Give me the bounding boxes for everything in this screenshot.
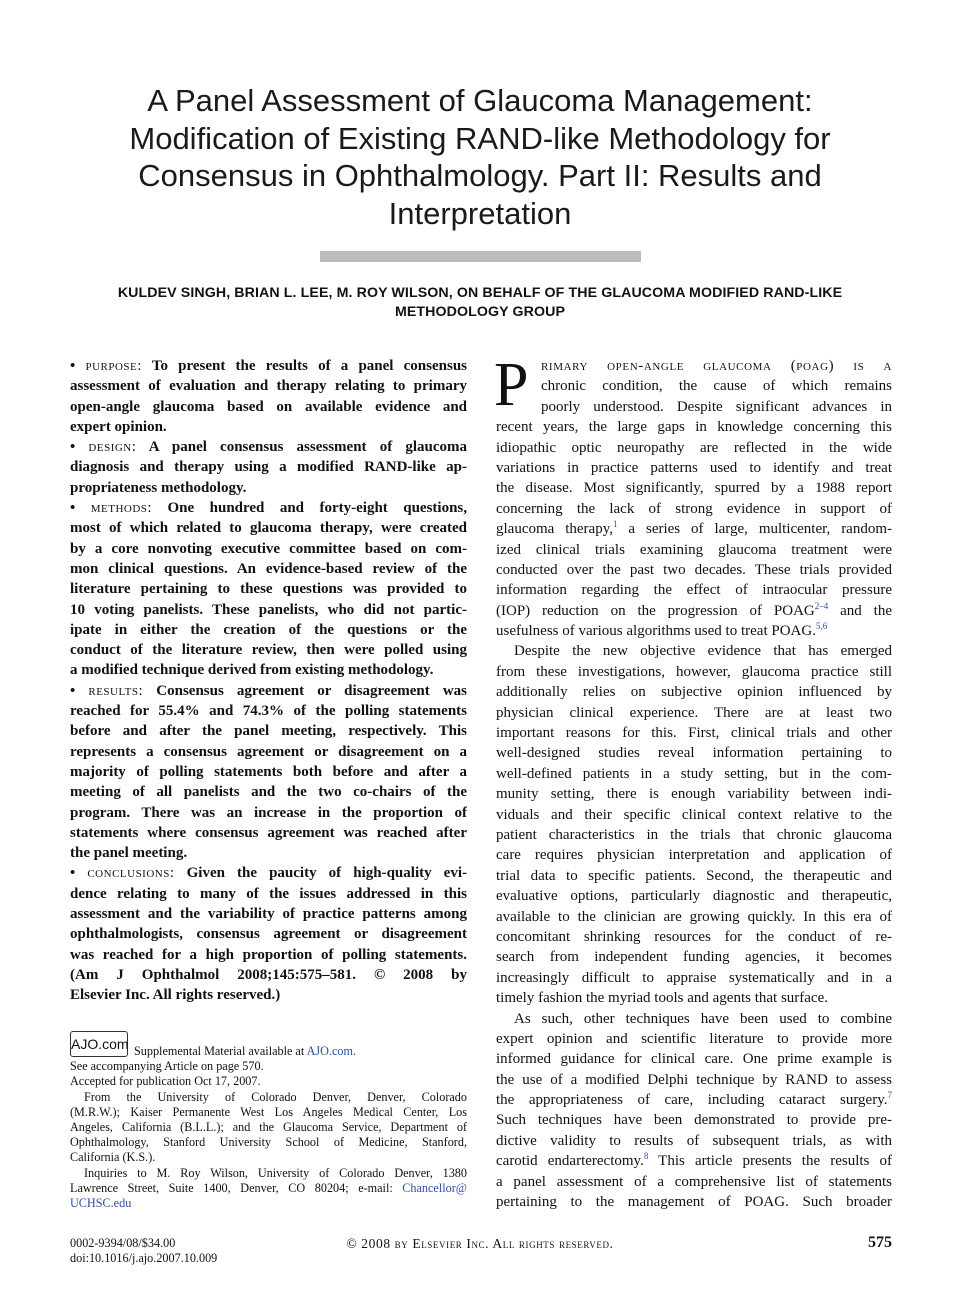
abstract-text: A panel consensus assessment of glaucoma: [148, 439, 467, 456]
abstract-line: open-angle glaucoma based on available evidence and: [70, 398, 467, 415]
abstract-line: ipate in either the creation of the questions or the: [70, 621, 467, 638]
body-line: search from independent funding agencies, it becomes: [496, 949, 892, 966]
body-line: informed guidance for clinical care. One prime example is: [496, 1051, 892, 1068]
abstract-line: meeting of all panelists and the two co-chairs of the: [70, 784, 467, 801]
body-line: idiopathic optic neuropathy are reflected in the wide: [496, 439, 892, 456]
body-text-part: and the: [840, 602, 892, 619]
abstract-line: statements where consensus agreement was reached after: [70, 824, 467, 841]
abstract-line: assessment of evaluation and therapy relating to primary: [70, 378, 467, 395]
ref-link[interactable]: 1: [612, 519, 618, 530]
abstract-line: the panel meeting.: [70, 845, 188, 862]
body-line: increasingly difficult to appraise systematically and in a: [496, 969, 892, 986]
email-link-cont[interactable]: UCHSC.edu: [70, 1196, 132, 1211]
abstract-line: literature pertaining to these questions was provided to: [70, 581, 467, 598]
body-line: ized clinical trials examining glaucoma treatment were: [496, 541, 892, 558]
body-text-part: the appropriateness of care, including cataract surgery.: [496, 1092, 888, 1109]
abstract-line: mon clinical questions. An evidence-based review of the: [70, 560, 467, 577]
body-line: As such, other techniques have been used to combine: [514, 1010, 892, 1027]
body-line: well-designed studies reveal information pertaining to: [496, 745, 892, 762]
body-line: patient characteristics in the trials that chronic glaucoma: [496, 826, 892, 843]
body-line: information regarding the effect of intraocular pressure: [496, 582, 892, 599]
footnotes: [70, 1032, 467, 1211]
email-link[interactable]: Chancellor@: [402, 1180, 467, 1195]
conclusions-label: conclusions:: [87, 865, 175, 882]
abstract-line: propriateness methodology.: [70, 479, 247, 496]
title-line: Modification of Existing RAND-like Methodology for: [129, 120, 831, 156]
bullet: •: [70, 865, 76, 882]
footnote-line: From the University of Colorado Denver, Denver, Colorado: [84, 1089, 467, 1104]
body-line: dictive validity to results of subsequent trials, as with: [496, 1132, 892, 1149]
title-divider: [320, 251, 641, 262]
abstract-line: before and after the panel meeting, respectively. This: [70, 723, 467, 740]
abstract-line: expert opinion.: [70, 418, 167, 435]
body-text-part: (IOP) reduction on the progression of POAG: [496, 602, 815, 619]
abstract-line: a modified technique derived from existing methodology.: [70, 662, 434, 679]
title-line: Consensus in Ophthalmology. Part II: Results and: [138, 158, 822, 193]
body-line: the use of a modified Delphi technique by RAND to assess: [496, 1071, 892, 1088]
body-line: well-defined patients in a study setting, but in the com-: [496, 765, 892, 782]
copyright-notice: © 2008 by Elsevier Inc. All rights reserved.: [346, 1236, 614, 1251]
issn: 0002-9394/08/$34.00: [70, 1236, 176, 1250]
body-line: a panel assessment of a comprehensive list of statements: [496, 1173, 892, 1190]
footnote-line: Accepted for publication Oct 17, 2007.: [70, 1074, 261, 1089]
body-line: timely fashion the myriad tools and agents that surface.: [496, 990, 828, 1007]
body-line: evaluative options, particularly diagnostic and therapeutic,: [496, 888, 892, 905]
body-text-part: a series of large, multicenter, random-: [628, 521, 892, 538]
body-text-part: usefulness of various algorithms used to treat POAG.: [496, 623, 816, 640]
body-text-part: carotid endarterectomy.: [496, 1153, 644, 1170]
abstract-line: majority of polling statements both before and after a: [70, 763, 467, 780]
title-line: A Panel Assessment of Glaucoma Management:: [147, 83, 813, 118]
title-line: Interpretation: [388, 195, 572, 231]
body-line: recent years, the large gaps in knowledge concerning this: [496, 419, 892, 436]
drop-cap: P: [494, 351, 529, 419]
body-line: care requires physician interpretation and application of: [496, 847, 892, 864]
design-label: design:: [88, 439, 137, 456]
body-text: [494, 351, 892, 1212]
abstract-line: program. There was an increase in the proportion of: [70, 804, 467, 821]
bullet: •: [70, 500, 76, 517]
body-line: viduals and their specific clinical context relative to the: [496, 806, 892, 823]
abstract-text: Given the paucity of high-quality evi-: [186, 865, 467, 882]
author-line: METHODOLOGY GROUP: [394, 304, 566, 320]
body-line: physician clinical experience. There are at least two: [496, 704, 892, 721]
author-list: [60, 284, 900, 322]
body-line: poorly understood. Despite significant advances in: [541, 398, 892, 415]
abstract-text: To present the results of a panel consensus: [151, 358, 467, 374]
doi[interactable]: doi:10.1016/j.ajo.2007.10.009: [70, 1251, 218, 1265]
body-line: additionally relies on subjective opinion influenced by: [496, 684, 892, 701]
abstract-line: was reached for a high proportion of polling statements.: [70, 946, 467, 963]
abstract-line: ophthalmologists, consensus agreement or disagreement: [70, 926, 467, 943]
abstract-line: represents a consensus agreement or disagreement on a: [70, 743, 467, 760]
body-line: pertaining to the management of POAG. Such broader: [496, 1194, 892, 1211]
footnote-line: See accompanying Article on page 570.: [70, 1059, 264, 1074]
body-line: Despite the new objective evidence that has emerged: [514, 643, 892, 660]
abstract-line: by a core nonvoting executive committee based on com-: [70, 540, 467, 557]
ajo-logo[interactable]: AJO.com: [70, 1031, 128, 1057]
body-line: from these investigations, however, glaucoma practice still: [496, 663, 892, 680]
footnote-text: Lawrence Street, Suite 1400, Denver, CO 80204; e-mail:: [70, 1180, 393, 1195]
abstract-line: reached for 55.4% and 74.3% of the polling statements: [70, 703, 467, 720]
body-line: concomitant shrinking resources for the conduct of re-: [496, 928, 892, 945]
bullet: •: [70, 439, 76, 456]
abstract-line: dence relating to many of the issues addressed in this: [70, 885, 467, 902]
body-line: concerning the lack of strong evidence in support of: [496, 500, 892, 517]
purpose-label: purpose:: [85, 358, 142, 374]
footnote-line: Ophthalmology, Stanford University School of Medicine, Stanford,: [70, 1135, 467, 1150]
ajo-link[interactable]: AJO.com.: [306, 1044, 357, 1058]
ref-link[interactable]: 7: [887, 1090, 892, 1101]
footnote-text: Supplemental Material available at: [134, 1044, 305, 1058]
page-number: 575: [868, 1234, 892, 1251]
abstract: [70, 356, 467, 1006]
body-line: the disease. Most significantly, spurred by a 1988 report: [496, 480, 892, 497]
results-label: results:: [88, 682, 144, 699]
ref-link[interactable]: 2–4: [814, 600, 829, 611]
footnote-line: (M.R.W.); Kaiser Permanente West Los Angeles Medical Center, Los: [70, 1104, 467, 1119]
body-line: chronic condition, the cause of which remains: [541, 378, 892, 395]
body-line: important reasons for this. First, clinical trials and other: [496, 725, 892, 742]
methods-label: methods:: [90, 500, 153, 517]
abstract-text: One hundred and forty-eight questions,: [167, 500, 467, 517]
bullet: •: [70, 682, 76, 699]
ref-link[interactable]: 5,6: [815, 621, 828, 632]
ref-link[interactable]: 8: [643, 1151, 649, 1162]
footnote-line: Angeles, California (B.L.L.); and the Glaucoma Service, Department of: [70, 1120, 467, 1135]
footnote-line: California (K.S.).: [70, 1150, 156, 1165]
footnote-line: Inquiries to M. Roy Wilson, University of Colorado Denver, 1380: [84, 1165, 467, 1180]
author-line: KULDEV SINGH, BRIAN L. LEE, M. ROY WILSON, ON BEHALF OF THE GLAUCOMA MODIFIED RAND-LIKE: [117, 285, 843, 301]
abstract-text: Consensus agreement or disagreement was: [156, 682, 467, 699]
body-line: trial data to specific patients. Second, the therapeutic and: [496, 867, 892, 884]
body-line: available to the clinician are growing quickly. In this era of: [496, 908, 892, 925]
abstract-line: 10 voting panelists. These panelists, who did not partic-: [70, 601, 467, 618]
body-text-part: glaucoma therapy,: [496, 521, 613, 538]
article-title: [60, 82, 900, 232]
abstract-line: diagnosis and therapy using a modified RAND-like ap-: [70, 459, 467, 476]
abstract-line: assessment and the variability of practice patterns among: [70, 906, 467, 923]
abstract-line: Elsevier Inc. All rights reserved.): [70, 987, 281, 1004]
abstract-line: (Am J Ophthalmol 2008;145:575–581. © 2008 by: [70, 966, 467, 983]
bullet: •: [70, 358, 76, 374]
abstract-line: most of which related to glaucoma therapy, were created: [70, 520, 467, 537]
body-line: munity setting, there is enough variability between indi-: [496, 786, 892, 803]
body-line: expert opinion and scientific literature to provide more: [496, 1030, 892, 1047]
body-line: Such techniques have been demonstrated to provide pre-: [496, 1112, 892, 1129]
abstract-line: conduct of the literature review, then were polled using: [70, 642, 467, 659]
body-line: variations in practice patterns used to identify and treat: [496, 459, 892, 476]
body-text-part: This article presents the results of: [658, 1153, 892, 1170]
body-line: conducted over the past two decades. These trials provided: [496, 561, 892, 578]
body-line: rimary open-angle glaucoma (poag) is a: [541, 358, 892, 374]
